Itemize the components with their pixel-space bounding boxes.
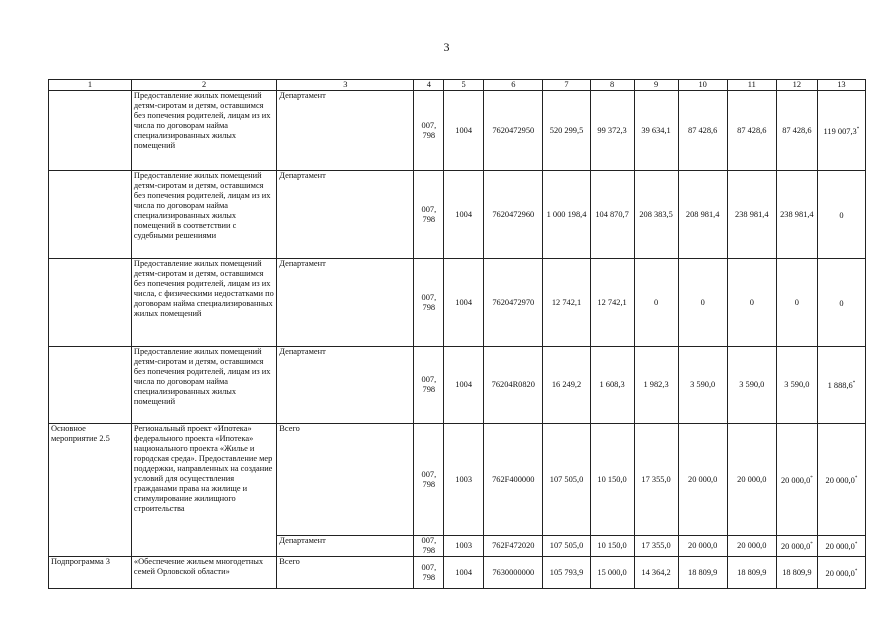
value: 20 000,0 (825, 475, 855, 485)
header-cell: 6 (484, 80, 543, 91)
section-code: 1004 (444, 91, 484, 171)
table-row (49, 259, 866, 347)
value-col8: 12 742,1 (590, 259, 634, 347)
section-code: 1003 (444, 536, 484, 557)
value-col9: 14 364,2 (634, 557, 678, 589)
value-col9: 208 383,5 (634, 171, 678, 259)
grbs-code: 007, 798 (414, 347, 444, 424)
value-col13 (817, 347, 865, 424)
value: 1 888,6 (827, 380, 853, 390)
program-cell: Подпрограмма 3 (49, 557, 132, 589)
grbs-code: 007, 798 (414, 91, 444, 171)
value-col10: 3 590,0 (678, 347, 727, 424)
value-col12: 18 809,9 (776, 557, 817, 589)
value-col12: 238 981,4 (776, 171, 817, 259)
value-col13 (817, 171, 865, 259)
value-col7: 107 505,0 (543, 536, 590, 557)
program-cell (49, 259, 132, 347)
executor-cell: Департамент (277, 347, 414, 424)
program-cell (49, 171, 132, 259)
value-col10: 20 000,0 (678, 536, 727, 557)
csr-code: 7620472960 (484, 171, 543, 259)
section-code: 1004 (444, 557, 484, 589)
value-col9: 17 355,0 (634, 424, 678, 536)
footnote-mark: * (810, 475, 813, 481)
value-col9: 17 355,0 (634, 536, 678, 557)
csr-code: 7620472950 (484, 91, 543, 171)
footnote-mark: * (810, 542, 813, 548)
value-col11: 238 981,4 (727, 171, 776, 259)
value: 0 (839, 298, 844, 308)
header-cell: 8 (590, 80, 634, 91)
value-col13 (817, 557, 865, 589)
value-col11: 20 000,0 (727, 536, 776, 557)
executor-cell: Всего (277, 557, 414, 589)
footnote-mark: * (854, 475, 858, 481)
footnote-mark: * (854, 568, 858, 574)
value: 20 000,0 (780, 541, 811, 551)
value-col11: 0 (727, 259, 776, 347)
value-col13 (817, 259, 865, 347)
page-number: 3 (443, 40, 450, 54)
value: 20 000,0 (825, 568, 855, 578)
value: 0 (839, 210, 844, 220)
value-col8: 99 372,3 (590, 91, 634, 171)
header-cell: 11 (727, 80, 776, 91)
value-col7: 12 742,1 (543, 259, 590, 347)
value-col8: 1 608,3 (590, 347, 634, 424)
executor-cell: Департамент (277, 171, 414, 259)
csr-code: 762F472020 (484, 536, 543, 557)
value: 20 000,0 (825, 541, 855, 551)
value-col12 (776, 424, 817, 536)
value-col10: 20 000,0 (678, 424, 727, 536)
grbs-code: 007, 798 (414, 536, 444, 557)
value-col7: 105 793,9 (543, 557, 590, 589)
executor-cell: Всего (277, 424, 414, 536)
section-code: 1004 (444, 347, 484, 424)
program-cell: Основное мероприятие 2.5 (49, 424, 132, 557)
table-row (49, 91, 866, 171)
grbs-code: 007, 798 (414, 171, 444, 259)
measure-name: Предоставление жилых помещений детям-сиротам и детям, оставшимся без попечения родителей, лицам из их числа по договорам найма специализированных жилых помещений (131, 347, 276, 424)
csr-code: 7620472970 (484, 259, 543, 347)
value-col7: 520 299,5 (543, 91, 590, 171)
header-cell: 3 (277, 80, 414, 91)
executor-cell: Департамент (277, 536, 414, 557)
value-col13 (817, 536, 865, 557)
value-col11: 20 000,0 (727, 424, 776, 536)
executor-cell: Департамент (277, 91, 414, 171)
value-col11: 18 809,9 (727, 557, 776, 589)
value-col12: 87 428,6 (776, 91, 817, 171)
table-row (49, 171, 866, 259)
value-col7: 107 505,0 (543, 424, 590, 536)
value-col10: 208 981,4 (678, 171, 727, 259)
value-col8: 10 150,0 (590, 536, 634, 557)
header-cell: 5 (444, 80, 484, 91)
value-col12: 0 (776, 259, 817, 347)
program-cell (49, 347, 132, 424)
header-cell: 13 (817, 80, 865, 91)
csr-code: 7630000000 (484, 557, 543, 589)
header-cell: 7 (543, 80, 590, 91)
grbs-code: 007, 798 (414, 557, 444, 589)
footnote-mark: * (854, 542, 858, 548)
budget-table (48, 79, 866, 589)
table-row (49, 347, 866, 424)
value-col11: 3 590,0 (727, 347, 776, 424)
header-row (49, 80, 866, 91)
value-col8: 10 150,0 (590, 424, 634, 536)
value: 119 007,3 (823, 126, 857, 136)
value: 20 000,0 (780, 475, 811, 485)
section-code: 1004 (444, 259, 484, 347)
section-code: 1003 (444, 424, 484, 536)
grbs-code: 007, 798 (414, 259, 444, 347)
value-col8: 104 870,7 (590, 171, 634, 259)
header-cell: 12 (776, 80, 817, 91)
measure-name: Предоставление жилых помещений детям-сиротам и детям, оставшимся без попечения родителей, лицам из их числа по договорам найма специализированных жилых помещений в соответствии с судебными решениями (131, 171, 276, 259)
value-col10: 0 (678, 259, 727, 347)
measure-name: Предоставление жилых помещений детям-сиротам и детям, оставшимся без попечения родителей, лицам из их числа по договорам найма специализированных жилых помещений (131, 91, 276, 171)
header-cell: 10 (678, 80, 727, 91)
value-col9: 1 982,3 (634, 347, 678, 424)
executor-cell: Департамент (277, 259, 414, 347)
header-cell: 2 (131, 80, 276, 91)
value-col10: 87 428,6 (678, 91, 727, 171)
value-col13 (817, 91, 865, 171)
csr-code: 76204R0820 (484, 347, 543, 424)
value-col10: 18 809,9 (678, 557, 727, 589)
value-col9: 0 (634, 259, 678, 347)
value-col8: 15 000,0 (590, 557, 634, 589)
value-col13 (817, 424, 865, 536)
header-cell: 4 (414, 80, 444, 91)
header-cell: 1 (49, 80, 132, 91)
section-code: 1004 (444, 171, 484, 259)
footnote-mark: * (852, 381, 856, 387)
table-row (49, 557, 866, 589)
measure-name: Региональный проект «Ипотека» федерального проекта «Ипотека» национального проекта «Жилье и городская среда». Предоставление мер поддержки, направленных на создание условий для осуществления гражданами права на жилище и стимулирование жилищного строительства (131, 424, 276, 557)
value-col9: 39 634,1 (634, 91, 678, 171)
value-col12 (776, 536, 817, 557)
measure-name: «Обеспечение жильем многодетных семей Орловской области» (131, 557, 276, 589)
table-row (49, 424, 866, 536)
grbs-code: 007, 798 (414, 424, 444, 536)
value-col7: 16 249,2 (543, 347, 590, 424)
measure-name: Предоставление жилых помещений детям-сиротам и детям, оставшимся без попечения родителей, лицам из их числа, с физическими недостатками по договорам найма специализированных жилых помещений (131, 259, 276, 347)
program-cell (49, 91, 132, 171)
csr-code: 762F400000 (484, 424, 543, 536)
header-cell: 9 (634, 80, 678, 91)
value-col7: 1 000 198,4 (543, 171, 590, 259)
footnote-mark: * (856, 126, 860, 132)
value-col11: 87 428,6 (727, 91, 776, 171)
value-col12: 3 590,0 (776, 347, 817, 424)
